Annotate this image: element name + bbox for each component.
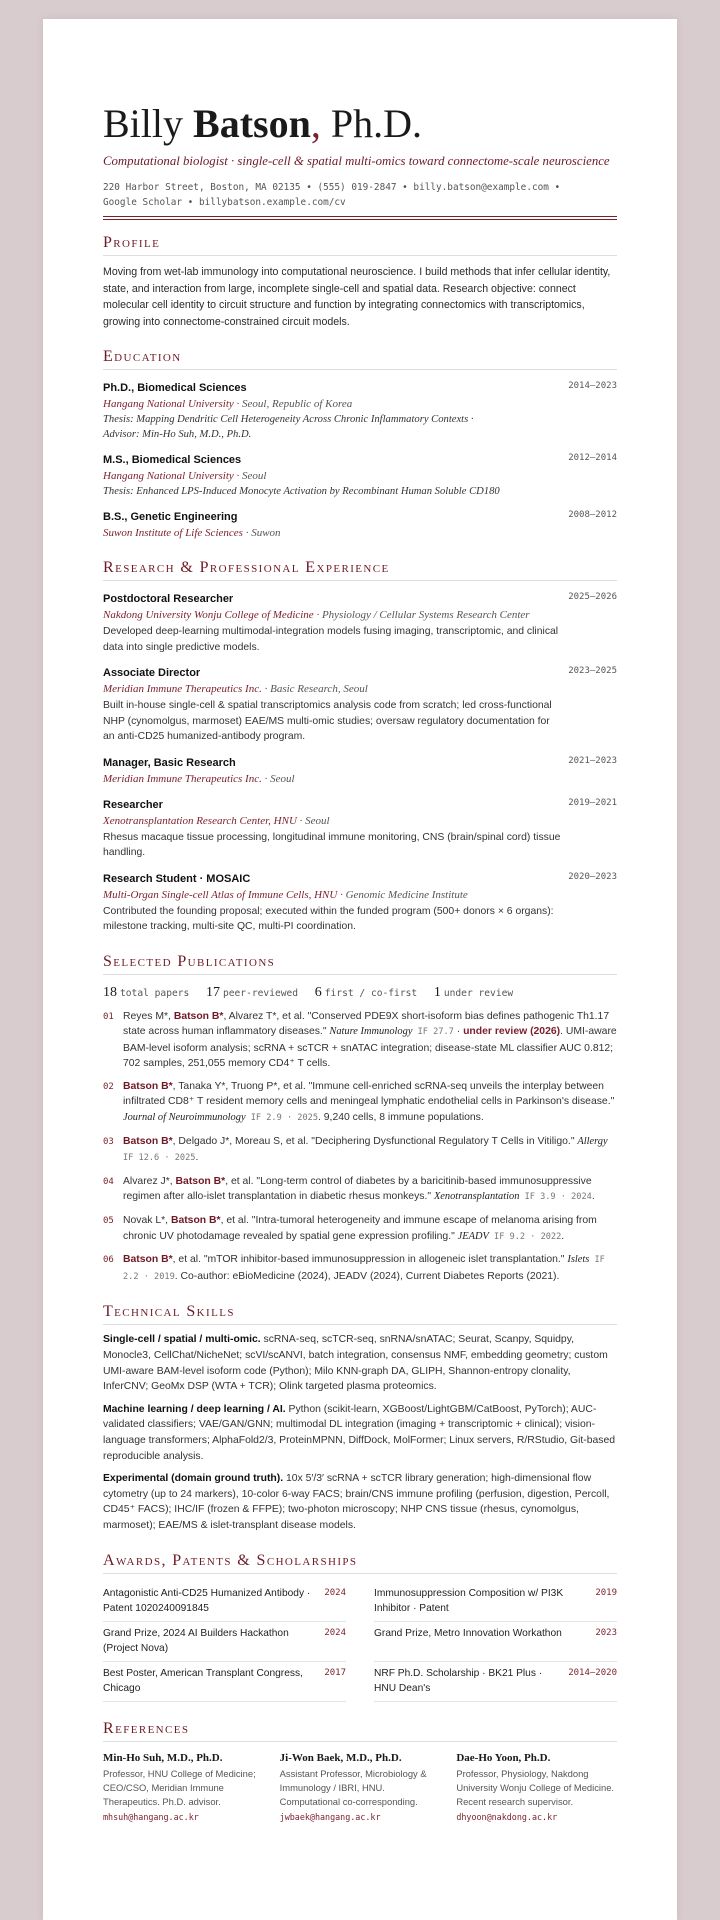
publication-notes: . — [195, 1152, 199, 1164]
publication-number: 03 — [103, 1136, 114, 1147]
journal-name: Journal of Neuroimmunology — [123, 1112, 246, 1124]
award-item — [374, 1582, 617, 1622]
stat-total-label: total papers — [120, 987, 190, 999]
coauthors-before: Reyes M*, — [123, 1010, 174, 1022]
skill-group — [103, 1402, 617, 1464]
organization-name: Meridian Immune Therapeutics Inc. — [103, 683, 262, 695]
role-title: Associate Director — [103, 667, 201, 679]
role-date: 2021–2023 — [568, 755, 617, 766]
awards-heading: Awards, Patents & Scholarships — [103, 1552, 617, 1574]
reference-card — [456, 1750, 617, 1822]
degree-title: M.S., Biomedical Sciences — [103, 454, 242, 466]
publication-item — [103, 1009, 617, 1072]
reference-description: Professor, Physiology, Nakdong University Wonju College of Medicine. Recent research supervisor. — [456, 1767, 615, 1807]
thesis-note: Thesis: Enhanced LPS-Induced Monocyte Activation by Recombinant Human Soluble CD180 — [103, 486, 500, 497]
award-item — [374, 1622, 617, 1662]
separator: · — [453, 1026, 464, 1038]
journal-name: Xenotransplantation — [433, 1191, 520, 1203]
organization-unit: · Physiology / Cellular Systems Research Center — [313, 609, 530, 621]
impact-factor: IF 9.2 · 2022 — [488, 1231, 562, 1242]
profile-heading: Profile — [103, 234, 617, 256]
publication-number: 06 — [103, 1255, 114, 1266]
publication-number: 04 — [103, 1176, 114, 1187]
contact-info — [103, 180, 617, 210]
organization-unit: · Seoul — [261, 772, 295, 785]
role-organization — [103, 771, 617, 787]
self-author: Batson B* — [123, 1254, 173, 1266]
references-heading: References — [103, 1720, 617, 1742]
institution-location: · Seoul, Republic of Korea — [233, 398, 353, 410]
stat-peer-count: 17 — [205, 984, 220, 1000]
degree-date: 2012–2014 — [568, 453, 617, 463]
publication-number: 02 — [103, 1081, 114, 1092]
skills-section — [103, 1303, 617, 1533]
organization-unit: · Basic Research, Seoul — [261, 683, 368, 695]
name-suffix: Ph.D. — [330, 101, 422, 146]
publication-notes: . 9,240 cells, 8 immune populations. — [318, 1112, 484, 1124]
last-name: Batson — [193, 101, 311, 146]
skill-group-label: Single-cell / spatial / multi-omic. — [103, 1334, 261, 1346]
role-organization — [103, 813, 617, 829]
reference-description: Assistant Professor, Microbiology & Immunology / IBRI, HNU. Computational co-corresponding. — [279, 1767, 427, 1807]
education-entry — [103, 452, 617, 499]
publication-notes: . Co-author: eBioMedicine (2024), JEADV (2024), Current Diabetes Reports (2021). — [174, 1270, 560, 1282]
award-text: NRF Ph.D. Scholarship · BK21 Plus · HNU Dean's — [374, 1667, 543, 1694]
award-year: 2017 — [324, 1667, 346, 1678]
award-year: 2023 — [595, 1627, 617, 1638]
coauthors-title: , Alvarez T*, et al. "Conserved PDE9X short-isoform bias defines pathogenic Th1.17 state across human inflammatory diseases." — [123, 1010, 610, 1038]
awards-section — [103, 1552, 617, 1702]
coauthors-title: , et al. "Long-term control of diabetes by a baricitinib-based immunosuppressive regimen after allo-islet transplantation in diabetic rhesus monkeys." — [123, 1175, 592, 1203]
degree-title: B.S., Genetic Engineering — [103, 511, 238, 523]
journal-name: Allergy — [577, 1135, 608, 1147]
organization-name: Multi-Organ Single-cell Atlas of Immune Cells, HNU — [103, 888, 338, 901]
coauthors-before: Alvarez J*, — [123, 1175, 176, 1187]
experience-entry — [103, 871, 617, 935]
experience-entry — [103, 797, 617, 861]
role-date: 2025–2026 — [568, 592, 617, 602]
role-title: Research Student · MOSAIC — [103, 872, 251, 885]
degree-title: Ph.D., Biomedical Sciences — [103, 382, 247, 394]
award-item — [374, 1662, 617, 1702]
award-year: 2019 — [595, 1587, 617, 1598]
experience-heading: Research & Professional Experience — [103, 559, 617, 581]
stat-review-count: 1 — [433, 984, 441, 1000]
coauthors-title: , Tanaka Y*, Truong P*, et al. "Immune cell-enriched scRNA-seq unveils the interplay between infiltrated CD8⁺ T resident memory cells and meningeal lymphatic endothelial cells in Parkinson's disease." — [123, 1080, 615, 1108]
under-review-badge: under review (2026) — [463, 1026, 561, 1038]
reference-description: Professor, HNU College of Medicine; CEO/CSO, Meridian Immune Therapeutics. Ph.D. advisor. — [103, 1767, 256, 1807]
organization-name: Nakdong University Wonju College of Medicine — [103, 609, 314, 621]
organization-unit: · Genomic Medicine Institute — [337, 888, 468, 901]
first-name: Billy — [103, 101, 184, 146]
journal-name: Islets — [567, 1254, 590, 1266]
publication-item — [103, 1252, 617, 1285]
role-title: Postdoctoral Researcher — [103, 593, 234, 605]
organization-name: Meridian Immune Therapeutics Inc. — [103, 772, 262, 785]
award-text: Immunosuppression Composition w/ PI3K Inhibitor · Patent — [374, 1587, 564, 1614]
profile-text: Moving from wet-lab immunology into computational neuroscience. I build methods that infer cellular identity, state, and interaction from large, incomplete single-cell and spatial data. Research objective: connect molecular cell identity to circuit structure and function by integrating connectomics with transcriptomics, growing into connectome-constrained circuit models. — [103, 266, 611, 328]
experience-section — [103, 559, 617, 935]
skill-group-label: Experimental (domain ground truth). — [103, 1473, 284, 1485]
reference-email-link[interactable]: dhyoon@nakdong.ac.kr — [456, 1811, 558, 1822]
reference-name: Dae-Ho Yoon, Ph.D. — [456, 1751, 551, 1764]
role-date: 2023–2025 — [568, 666, 617, 676]
role-description: Developed deep-learning multimodal-integration models fusing imaging, transcriptomic, and clinical data into single predictive models. — [103, 626, 559, 653]
publication-citation — [123, 1134, 617, 1167]
self-author: Batson B* — [123, 1135, 173, 1147]
experience-entry — [103, 665, 617, 745]
thesis-note: Thesis: Mapping Dendritic Cell Heterogeneity Across Chronic Inflammatory Contexts · — [103, 414, 474, 425]
role-date: 2019–2021 — [568, 797, 617, 808]
publication-citation — [123, 1009, 617, 1072]
organization-name: Xenotransplantation Research Center, HNU — [103, 814, 297, 827]
role-description: Rhesus macaque tissue processing, longitudinal immune monitoring, CNS (brain/spinal cord) tissue handling. — [103, 831, 561, 858]
award-item — [103, 1662, 346, 1702]
references-section — [103, 1720, 617, 1822]
stat-first-label: first / co-first — [324, 987, 418, 999]
experience-entry — [103, 591, 617, 655]
institution-name: Suwon Institute of Life Sciences — [103, 527, 243, 539]
self-author: Batson B* — [170, 1215, 221, 1227]
reference-name: Ji-Won Baek, M.D., Ph.D. — [279, 1751, 402, 1764]
publication-item — [103, 1174, 617, 1206]
publication-citation — [123, 1252, 617, 1285]
impact-factor: IF 2.9 · 2025 — [245, 1113, 318, 1124]
reference-email-link[interactable]: jwbaek@hangang.ac.kr — [279, 1811, 381, 1822]
publication-citation — [123, 1174, 617, 1206]
award-text: Antagonistic Anti-CD25 Humanized Antibody · Patent 1020240091845 — [103, 1587, 311, 1614]
award-year: 2014–2020 — [568, 1667, 617, 1678]
skill-group-label: Machine learning / deep learning / AI. — [103, 1403, 286, 1415]
role-description: Contributed the founding proposal; executed within the funded program (500+ donors × 6 organs): milestone tracking, multi-site QC, multi-PI coordination. — [103, 905, 554, 932]
skill-group — [103, 1471, 617, 1533]
publication-number: 01 — [103, 1011, 114, 1022]
advisor-note: Advisor: Min-Ho Suh, M.D., Ph.D. — [103, 429, 252, 440]
role-title: Manager, Basic Research — [103, 756, 236, 769]
role-description: Built in-house single-cell & spatial transcriptomics analysis code from scratch; led cross-functional NHP (cynomolgus, marmoset) EAE/MS multi-omic studies; oversaw regulatory documentation for an anti-CD25 humanized-antibody program. — [103, 700, 552, 742]
skill-group — [103, 1332, 617, 1394]
awards-grid — [103, 1582, 617, 1702]
contact-line-1: 220 Harbor Street, Boston, MA 02135 • (555) 019-2847 • billy.batson@example.com • — [103, 182, 561, 193]
reference-email-link[interactable]: mhsuh@hangang.ac.kr — [103, 1811, 199, 1822]
education-heading: Education — [103, 348, 617, 370]
award-text: Grand Prize, Metro Innovation Workathon — [374, 1627, 562, 1639]
award-year: 2024 — [324, 1587, 346, 1598]
stat-total-count: 18 — [103, 984, 117, 1000]
award-item — [103, 1622, 346, 1662]
coauthors-title: , et al. "Intra-tumoral heterogeneity and immune escape of melanoma arising from chronic UV photodamage revealed by spatial gene expression profiling." — [123, 1215, 597, 1242]
institution-name: Hangang National University — [103, 398, 234, 410]
education-entry — [103, 380, 617, 442]
experience-entry — [103, 755, 617, 787]
header-divider — [103, 216, 617, 220]
publications-section — [103, 953, 617, 1286]
education-entry — [103, 509, 617, 541]
publication-citation — [123, 1213, 617, 1245]
publication-item — [103, 1079, 617, 1127]
cv-page — [43, 19, 677, 1920]
degree-institution — [103, 396, 617, 412]
publication-notes: . — [591, 1191, 595, 1203]
coauthors-title: , Delgado J*, Moreau S, et al. "Deciphering Dysfunctional Regulatory T Cells in Vitiligo." — [172, 1135, 578, 1147]
reference-name: Min-Ho Suh, M.D., Ph.D. — [103, 1751, 223, 1764]
stat-first-count: 6 — [314, 984, 322, 1000]
publication-number: 05 — [103, 1216, 114, 1227]
publications-heading: Selected Publications — [103, 953, 617, 975]
publication-stats — [103, 985, 617, 1001]
award-text: Grand Prize, 2024 AI Builders Hackathon (Project Nova) — [103, 1627, 289, 1654]
role-organization — [103, 607, 617, 623]
coauthors-title: , et al. "mTOR inhibitor-based immunosuppression in allogeneic islet transplantation." — [172, 1254, 568, 1266]
coauthors-before: Novak L*, — [123, 1215, 171, 1227]
award-text: Best Poster, American Transplant Congress, Chicago — [103, 1667, 303, 1694]
reference-card — [280, 1750, 441, 1822]
name-comma: , — [310, 101, 321, 146]
skill-group-text: scRNA-seq, scTCR-seq, snRNA/snATAC; Seurat, Scanpy, Squidpy, Monocle3, CellChat/NicheNet; scVI/scANVI, batch integration, consensus NMF, embedding geometry; custom UMI-aware BAM-level isoform code (Python); Milo KNN-graph DA, GLIPH, Shannon-entropy clonality, InferCNV; GeoMx DSP (WTA + TCR); Olink targeted plasma proteomics. — [103, 1334, 608, 1393]
contact-line-2: Google Scholar • billybatson.example.com/cv — [103, 197, 346, 208]
reference-card — [103, 1750, 264, 1822]
journal-name: Nature Immunology — [329, 1026, 413, 1038]
self-author: Batson B* — [123, 1080, 173, 1092]
name-heading — [103, 101, 617, 147]
role-organization — [103, 887, 617, 903]
publication-notes: . — [561, 1230, 565, 1242]
institution-location: · Seoul — [233, 470, 267, 482]
publication-notes: . UMI-aware BAM-level isoform analysis; scRNA + scTCR + snATAC integration; disease-state ML classifier AUC 0.812; 702 samples, 251,055 memory CD4⁺ T cells. — [123, 1026, 617, 1070]
impact-factor: IF 2.2 · 2019 — [123, 1255, 605, 1282]
skill-group-text: 10x 5′/3′ scRNA + scTCR library generation; high-dimensional flow cytometry (up to 24 markers), 10-color 6-way FACS; brain/CNS immune profiling (perfusion, digestion, Percoll, CD45⁺ FACS); IHC/IF (frozen & FFPE); two-photon microscopy; NHP CNS tissue (rhesus, cynomolgus, marmoset); EAE/MS & islet-transplant disease models. — [103, 1473, 610, 1531]
degree-date: 2008–2012 — [568, 510, 617, 520]
stat-peer-label: peer-reviewed — [222, 987, 299, 999]
education-section — [103, 348, 617, 541]
impact-factor: IF 12.6 · 2025 — [123, 1153, 196, 1164]
award-item — [103, 1582, 346, 1622]
role-organization — [103, 681, 617, 697]
impact-factor: IF 27.7 — [412, 1027, 454, 1038]
institution-location: · Suwon — [242, 527, 281, 539]
award-year: 2024 — [324, 1627, 346, 1638]
impact-factor: IF 3.9 · 2024 — [519, 1192, 592, 1203]
institution-name: Hangang National University — [103, 470, 234, 482]
degree-institution — [103, 525, 617, 541]
publication-list — [103, 1009, 617, 1286]
skill-group-text: Python (scikit-learn, XGBoost/LightGBM/CatBoost, PyTorch); AUC-validated classifiers; VAE/GAN/GNN; multimodal DL integration (imaging + transcriptomic + clinical); vision-language transformers; AlphaFold2/3, ProteinMPNN, DiffDock, MolFormer; Linux servers, R/RStudio, Git-based reproducible analysis. — [103, 1403, 616, 1462]
role-title: Researcher — [103, 798, 163, 811]
self-author: Batson B* — [173, 1010, 224, 1022]
degree-date: 2014–2023 — [568, 381, 617, 391]
profile-section — [103, 234, 617, 330]
references-grid — [103, 1750, 617, 1822]
publication-item — [103, 1213, 617, 1245]
stat-review-label: under review — [443, 987, 514, 999]
publication-citation — [123, 1079, 617, 1127]
degree-institution — [103, 468, 617, 484]
organization-unit: · Seoul — [296, 814, 330, 827]
role-date: 2020–2023 — [568, 871, 617, 882]
tagline: Computational biologist · single-cell & spatial multi-omics toward connectome-scale neuroscience — [103, 154, 610, 168]
self-author: Batson B* — [175, 1175, 226, 1187]
skills-heading: Technical Skills — [103, 1303, 617, 1325]
publication-item — [103, 1134, 617, 1167]
journal-name: JEADV — [457, 1230, 489, 1242]
